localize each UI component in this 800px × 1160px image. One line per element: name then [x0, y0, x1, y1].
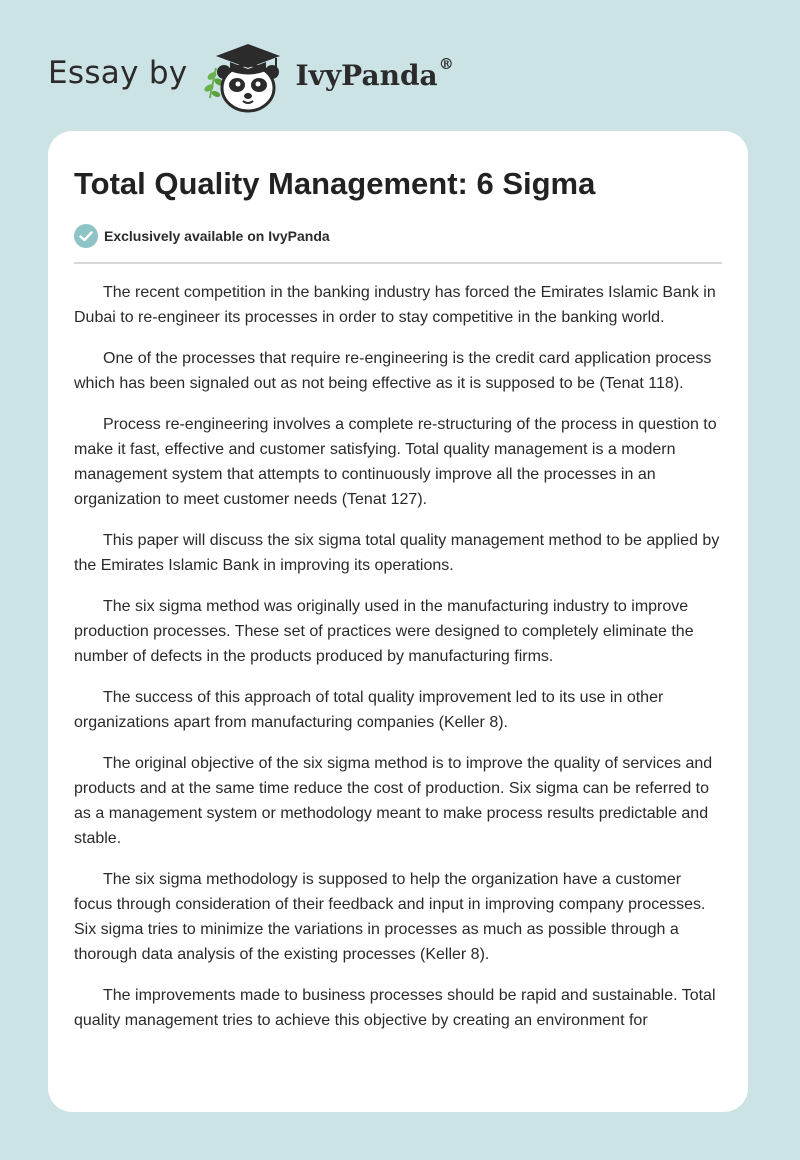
check-circle-icon	[74, 224, 98, 248]
paragraph: Process re-engineering involves a complete re-structuring of the process in question to make it fast, effective and customer satisfying. Total quality management is a modern management system that attempts to continuously improve all the processes in an organization to meet customer needs (Tenat 127).	[74, 416, 717, 508]
essay-by-label: Essay by	[48, 55, 188, 91]
paragraph: This paper will discuss the six sigma total quality management method to be applied by the Emirates Islamic Bank in improving its operations.	[74, 532, 720, 574]
paragraph: One of the processes that require re-engineering is the credit card application process which has been signaled out as not being effective as it is supposed to be (Tenat 118).	[74, 350, 712, 392]
paragraph: The recent competition in the banking industry has forced the Emirates Islamic Bank in Dubai to re-engineer its processes in order to stay competitive in the banking world.	[74, 284, 716, 326]
paragraph: The success of this approach of total quality improvement led to its use in other organizations apart from manufacturing companies (Keller 8).	[74, 689, 664, 731]
exclusive-label: Exclusively available on IvyPanda	[104, 228, 330, 244]
exclusive-badge	[74, 223, 722, 249]
page-title: Total Quality Management: 6 Sigma	[74, 166, 596, 201]
title-divider	[74, 262, 722, 264]
paragraph: The original objective of the six sigma method is to improve the quality of services and products and at the same time reduce the cost of production. Six sigma can be referred to as a management system or methodology meant to make process results predictable and stable.	[74, 755, 713, 847]
paragraph: The improvements made to business processes should be rapid and sustainable. Total quality management tries to achieve this objective by creating an environment for	[74, 987, 716, 1029]
article-body	[74, 280, 722, 1033]
panda-logo-icon[interactable]	[202, 38, 292, 114]
brand-header	[48, 36, 454, 116]
paragraph: The six sigma method was originally used in the manufacturing industry to improve production processes. These set of practices were designed to completely eliminate the number of defects in the products produced by manufacturing firms.	[74, 598, 694, 665]
brand-name[interactable]	[295, 54, 454, 92]
registered-mark: ®	[438, 54, 454, 73]
paragraph: The six sigma methodology is supposed to help the organization have a customer focus through consideration of their feedback and input in improving company processes. Six sigma tries to minimize the variations in processes as much as possible through a thorough data analysis of the existing processes (Keller 8).	[74, 871, 706, 963]
brand-name-text: IvyPanda	[295, 58, 438, 92]
article-card	[48, 131, 748, 1112]
